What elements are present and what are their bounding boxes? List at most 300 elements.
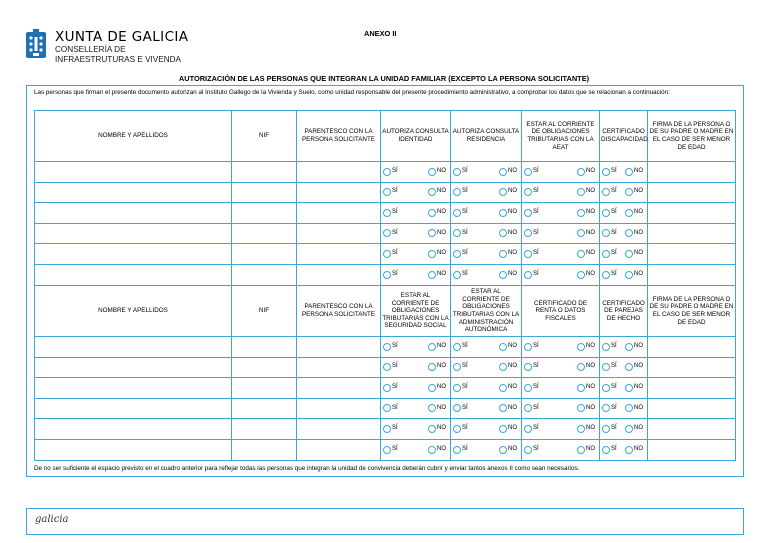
- signature-cell[interactable]: [648, 337, 736, 358]
- yes-radio-option[interactable]: [602, 271, 617, 279]
- yes-radio-option[interactable]: [453, 404, 468, 412]
- radio-circle-icon[interactable]: [625, 343, 633, 351]
- yes-radio-option[interactable]: [602, 404, 617, 412]
- yes-radio-option[interactable]: [383, 425, 398, 433]
- no-radio-option[interactable]: [625, 446, 643, 454]
- no-radio-option[interactable]: [499, 188, 517, 196]
- yes-no-choice[interactable]: [522, 357, 600, 378]
- yes-no-choice[interactable]: [451, 203, 522, 224]
- no-radio-option[interactable]: [577, 229, 595, 237]
- name-input-cell[interactable]: [35, 378, 232, 399]
- radio-circle-icon[interactable]: [524, 425, 532, 433]
- yes-no-choice[interactable]: [381, 244, 451, 265]
- name-input-cell[interactable]: [35, 223, 232, 244]
- relationship-input-cell[interactable]: [297, 203, 381, 224]
- no-radio-option[interactable]: [577, 446, 595, 454]
- yes-label: SÍ: [533, 188, 539, 195]
- yes-no-choice[interactable]: [600, 357, 648, 378]
- signature-cell[interactable]: [648, 357, 736, 378]
- no-radio-option[interactable]: [625, 363, 643, 371]
- name-input-cell[interactable]: [35, 337, 232, 358]
- radio-circle-icon[interactable]: [383, 404, 391, 412]
- nif-input-cell[interactable]: [232, 398, 297, 419]
- no-radio-option[interactable]: [428, 250, 446, 258]
- yes-no-choice[interactable]: [522, 182, 600, 203]
- yes-radio-option[interactable]: [383, 446, 398, 454]
- radio-circle-icon[interactable]: [428, 404, 436, 412]
- radio-circle-icon[interactable]: [428, 363, 436, 371]
- yes-no-choice[interactable]: [600, 378, 648, 399]
- no-radio-option[interactable]: [428, 271, 446, 279]
- yes-radio-option[interactable]: [453, 229, 468, 237]
- column-header: AUTORIZA CONSULTA RESIDENCIA: [451, 111, 522, 162]
- no-radio-option[interactable]: [577, 425, 595, 433]
- name-input-cell[interactable]: [35, 264, 232, 285]
- yes-radio-option[interactable]: [383, 229, 398, 237]
- yes-no-choice[interactable]: [600, 439, 648, 460]
- no-radio-option[interactable]: [499, 425, 517, 433]
- radio-circle-icon[interactable]: [625, 229, 633, 237]
- yes-radio-option[interactable]: [453, 168, 468, 176]
- radio-circle-icon[interactable]: [453, 343, 461, 351]
- yes-no-choice[interactable]: [522, 378, 600, 399]
- no-label: NO: [437, 445, 446, 452]
- radio-circle-icon[interactable]: [428, 446, 436, 454]
- yes-no-choice[interactable]: [451, 419, 522, 440]
- radio-circle-icon[interactable]: [499, 168, 507, 176]
- radio-circle-icon[interactable]: [499, 209, 507, 217]
- yes-radio-option[interactable]: [453, 384, 468, 392]
- radio-circle-icon[interactable]: [499, 404, 507, 412]
- no-label: NO: [508, 342, 517, 349]
- radio-circle-icon[interactable]: [383, 250, 391, 258]
- yes-radio-option[interactable]: [602, 425, 617, 433]
- yes-no-choice[interactable]: [600, 264, 648, 285]
- radio-circle-icon[interactable]: [625, 363, 633, 371]
- yes-radio-option[interactable]: [453, 250, 468, 258]
- yes-radio-option[interactable]: [383, 271, 398, 279]
- radio-circle-icon[interactable]: [602, 404, 610, 412]
- yes-no-choice[interactable]: [381, 419, 451, 440]
- radio-circle-icon[interactable]: [499, 384, 507, 392]
- signature-cell[interactable]: [648, 264, 736, 285]
- yes-no-choice[interactable]: [600, 223, 648, 244]
- radio-circle-icon[interactable]: [453, 188, 461, 196]
- yes-radio-option[interactable]: [602, 343, 617, 351]
- no-radio-option[interactable]: [428, 425, 446, 433]
- no-radio-option[interactable]: [625, 209, 643, 217]
- yes-radio-option[interactable]: [383, 363, 398, 371]
- radio-circle-icon[interactable]: [499, 271, 507, 279]
- radio-circle-icon[interactable]: [625, 188, 633, 196]
- no-radio-option[interactable]: [625, 425, 643, 433]
- relationship-input-cell[interactable]: [297, 337, 381, 358]
- relationship-input-cell[interactable]: [297, 378, 381, 399]
- radio-circle-icon[interactable]: [524, 168, 532, 176]
- no-radio-option[interactable]: [428, 229, 446, 237]
- no-radio-option[interactable]: [625, 229, 643, 237]
- yes-radio-option[interactable]: [524, 446, 539, 454]
- yes-no-choice[interactable]: [600, 244, 648, 265]
- radio-circle-icon[interactable]: [602, 250, 610, 258]
- radio-circle-icon[interactable]: [524, 404, 532, 412]
- yes-radio-option[interactable]: [602, 188, 617, 196]
- radio-circle-icon[interactable]: [524, 271, 532, 279]
- yes-radio-option[interactable]: [453, 446, 468, 454]
- yes-radio-option[interactable]: [383, 384, 398, 392]
- no-radio-option[interactable]: [625, 271, 643, 279]
- radio-circle-icon[interactable]: [428, 271, 436, 279]
- yes-radio-option[interactable]: [524, 168, 539, 176]
- yes-no-choice[interactable]: [451, 357, 522, 378]
- yes-no-choice[interactable]: [381, 357, 451, 378]
- radio-circle-icon[interactable]: [453, 384, 461, 392]
- yes-no-choice[interactable]: [381, 337, 451, 358]
- name-input-cell[interactable]: [35, 182, 232, 203]
- yes-no-choice[interactable]: [451, 162, 522, 183]
- yes-no-choice[interactable]: [600, 337, 648, 358]
- no-radio-option[interactable]: [499, 446, 517, 454]
- yes-no-choice[interactable]: [600, 398, 648, 419]
- no-radio-option[interactable]: [499, 229, 517, 237]
- yes-no-choice[interactable]: [381, 162, 451, 183]
- yes-label: SÍ: [462, 167, 468, 174]
- radio-circle-icon[interactable]: [524, 250, 532, 258]
- no-radio-option[interactable]: [499, 250, 517, 258]
- radio-circle-icon[interactable]: [383, 188, 391, 196]
- yes-radio-option[interactable]: [524, 209, 539, 217]
- no-radio-option[interactable]: [625, 250, 643, 258]
- no-radio-option[interactable]: [577, 250, 595, 258]
- yes-no-choice[interactable]: [522, 162, 600, 183]
- relationship-input-cell[interactable]: [297, 398, 381, 419]
- radio-circle-icon[interactable]: [383, 271, 391, 279]
- yes-radio-option[interactable]: [524, 271, 539, 279]
- signature-cell[interactable]: [648, 419, 736, 440]
- relationship-input-cell[interactable]: [297, 264, 381, 285]
- yes-no-choice[interactable]: [451, 439, 522, 460]
- yes-no-choice[interactable]: [522, 337, 600, 358]
- radio-circle-icon[interactable]: [577, 271, 585, 279]
- yes-radio-option[interactable]: [453, 425, 468, 433]
- radio-circle-icon[interactable]: [602, 425, 610, 433]
- yes-radio-option[interactable]: [383, 404, 398, 412]
- radio-circle-icon[interactable]: [577, 446, 585, 454]
- radio-circle-icon[interactable]: [602, 188, 610, 196]
- signature-cell[interactable]: [648, 203, 736, 224]
- radio-circle-icon[interactable]: [453, 168, 461, 176]
- nif-input-cell[interactable]: [232, 244, 297, 265]
- radio-circle-icon[interactable]: [453, 229, 461, 237]
- yes-radio-option[interactable]: [524, 250, 539, 258]
- no-label: NO: [508, 425, 517, 432]
- nif-input-cell[interactable]: [232, 357, 297, 378]
- yes-radio-option[interactable]: [524, 363, 539, 371]
- no-radio-option[interactable]: [577, 384, 595, 392]
- radio-circle-icon[interactable]: [383, 446, 391, 454]
- yes-radio-option[interactable]: [602, 229, 617, 237]
- yes-radio-option[interactable]: [453, 343, 468, 351]
- yes-no-choice[interactable]: [451, 378, 522, 399]
- signature-cell[interactable]: [648, 223, 736, 244]
- radio-circle-icon[interactable]: [453, 446, 461, 454]
- yes-no-choice[interactable]: [522, 398, 600, 419]
- radio-circle-icon[interactable]: [602, 209, 610, 217]
- radio-circle-icon[interactable]: [625, 250, 633, 258]
- radio-circle-icon[interactable]: [577, 229, 585, 237]
- radio-circle-icon[interactable]: [602, 229, 610, 237]
- yes-no-choice[interactable]: [381, 378, 451, 399]
- yes-radio-option[interactable]: [602, 446, 617, 454]
- no-radio-option[interactable]: [428, 384, 446, 392]
- radio-circle-icon[interactable]: [428, 425, 436, 433]
- no-radio-option[interactable]: [577, 404, 595, 412]
- radio-circle-icon[interactable]: [428, 384, 436, 392]
- no-radio-option[interactable]: [577, 188, 595, 196]
- no-label: NO: [586, 445, 595, 452]
- yes-no-choice[interactable]: [600, 419, 648, 440]
- radio-circle-icon[interactable]: [524, 343, 532, 351]
- radio-circle-icon[interactable]: [499, 250, 507, 258]
- radio-circle-icon[interactable]: [602, 271, 610, 279]
- yes-radio-option[interactable]: [453, 363, 468, 371]
- radio-circle-icon[interactable]: [625, 384, 633, 392]
- relationship-input-cell[interactable]: [297, 244, 381, 265]
- yes-radio-option[interactable]: [524, 384, 539, 392]
- radio-circle-icon[interactable]: [625, 168, 633, 176]
- department-line-2: INFRAESTRUTURAS E VIVENDA: [55, 55, 182, 64]
- radio-circle-icon[interactable]: [428, 168, 436, 176]
- yes-no-choice[interactable]: [451, 337, 522, 358]
- yes-no-choice[interactable]: [600, 182, 648, 203]
- no-radio-option[interactable]: [625, 168, 643, 176]
- radio-circle-icon[interactable]: [428, 209, 436, 217]
- no-radio-option[interactable]: [499, 168, 517, 176]
- radio-circle-icon[interactable]: [602, 446, 610, 454]
- radio-circle-icon[interactable]: [383, 209, 391, 217]
- yes-radio-option[interactable]: [524, 229, 539, 237]
- yes-no-choice[interactable]: [522, 244, 600, 265]
- no-radio-option[interactable]: [428, 209, 446, 217]
- radio-circle-icon[interactable]: [577, 343, 585, 351]
- radio-circle-icon[interactable]: [453, 425, 461, 433]
- radio-circle-icon[interactable]: [524, 384, 532, 392]
- no-radio-option[interactable]: [625, 404, 643, 412]
- yes-no-choice[interactable]: [451, 223, 522, 244]
- signature-cell[interactable]: [648, 439, 736, 460]
- column-header: NOMBRE Y APELLIDOS: [35, 286, 232, 337]
- radio-circle-icon[interactable]: [428, 250, 436, 258]
- relationship-input-cell[interactable]: [297, 419, 381, 440]
- yes-radio-option[interactable]: [602, 209, 617, 217]
- signature-cell[interactable]: [648, 378, 736, 399]
- relationship-input-cell[interactable]: [297, 223, 381, 244]
- radio-circle-icon[interactable]: [577, 209, 585, 217]
- yes-radio-option[interactable]: [524, 188, 539, 196]
- yes-no-choice[interactable]: [522, 439, 600, 460]
- yes-radio-option[interactable]: [602, 168, 617, 176]
- radio-circle-icon[interactable]: [602, 363, 610, 371]
- radio-circle-icon[interactable]: [577, 188, 585, 196]
- yes-no-choice[interactable]: [522, 419, 600, 440]
- name-input-cell[interactable]: [35, 162, 232, 183]
- no-radio-option[interactable]: [625, 384, 643, 392]
- nif-input-cell[interactable]: [232, 378, 297, 399]
- name-input-cell[interactable]: [35, 203, 232, 224]
- no-radio-option[interactable]: [499, 271, 517, 279]
- yes-radio-option[interactable]: [383, 209, 398, 217]
- nif-input-cell[interactable]: [232, 337, 297, 358]
- yes-no-choice[interactable]: [381, 223, 451, 244]
- yes-no-choice[interactable]: [381, 264, 451, 285]
- no-radio-option[interactable]: [625, 343, 643, 351]
- signature-cell[interactable]: [648, 162, 736, 183]
- yes-radio-option[interactable]: [383, 188, 398, 196]
- yes-no-choice[interactable]: [522, 203, 600, 224]
- radio-circle-icon[interactable]: [577, 168, 585, 176]
- radio-circle-icon[interactable]: [602, 343, 610, 351]
- yes-radio-option[interactable]: [602, 250, 617, 258]
- radio-circle-icon[interactable]: [499, 229, 507, 237]
- no-radio-option[interactable]: [428, 404, 446, 412]
- no-radio-option[interactable]: [428, 343, 446, 351]
- yes-no-choice[interactable]: [600, 162, 648, 183]
- radio-circle-icon[interactable]: [524, 209, 532, 217]
- radio-circle-icon[interactable]: [383, 229, 391, 237]
- table-row: [35, 264, 736, 285]
- signature-cell[interactable]: [648, 398, 736, 419]
- yes-label: SÍ: [611, 229, 617, 236]
- radio-circle-icon[interactable]: [625, 425, 633, 433]
- no-radio-option[interactable]: [577, 271, 595, 279]
- yes-no-choice[interactable]: [381, 203, 451, 224]
- nif-input-cell[interactable]: [232, 203, 297, 224]
- nif-input-cell[interactable]: [232, 264, 297, 285]
- radio-circle-icon[interactable]: [499, 425, 507, 433]
- yes-radio-option[interactable]: [453, 271, 468, 279]
- no-radio-option[interactable]: [499, 343, 517, 351]
- yes-no-choice[interactable]: [600, 203, 648, 224]
- nif-input-cell[interactable]: [232, 223, 297, 244]
- radio-circle-icon[interactable]: [499, 343, 507, 351]
- radio-circle-icon[interactable]: [383, 425, 391, 433]
- yes-no-choice[interactable]: [451, 182, 522, 203]
- name-input-cell[interactable]: [35, 357, 232, 378]
- department-line-1: CONSELLERÍA DE: [55, 45, 126, 54]
- radio-circle-icon[interactable]: [453, 271, 461, 279]
- no-radio-option[interactable]: [577, 209, 595, 217]
- radio-circle-icon[interactable]: [428, 229, 436, 237]
- no-radio-option[interactable]: [577, 363, 595, 371]
- yes-radio-option[interactable]: [524, 343, 539, 351]
- yes-no-choice[interactable]: [381, 398, 451, 419]
- no-radio-option[interactable]: [577, 168, 595, 176]
- yes-radio-option[interactable]: [602, 363, 617, 371]
- yes-radio-option[interactable]: [524, 425, 539, 433]
- radio-circle-icon[interactable]: [577, 404, 585, 412]
- radio-circle-icon[interactable]: [453, 209, 461, 217]
- yes-radio-option[interactable]: [453, 188, 468, 196]
- signature-cell[interactable]: [648, 244, 736, 265]
- relationship-input-cell[interactable]: [297, 162, 381, 183]
- radio-circle-icon[interactable]: [524, 446, 532, 454]
- radio-circle-icon[interactable]: [499, 446, 507, 454]
- radio-circle-icon[interactable]: [602, 168, 610, 176]
- radio-circle-icon[interactable]: [625, 271, 633, 279]
- no-radio-option[interactable]: [499, 404, 517, 412]
- radio-circle-icon[interactable]: [383, 363, 391, 371]
- nif-input-cell[interactable]: [232, 182, 297, 203]
- nif-input-cell[interactable]: [232, 162, 297, 183]
- radio-circle-icon[interactable]: [453, 363, 461, 371]
- no-radio-option[interactable]: [428, 168, 446, 176]
- radio-circle-icon[interactable]: [428, 188, 436, 196]
- yes-radio-option[interactable]: [383, 250, 398, 258]
- no-radio-option[interactable]: [428, 363, 446, 371]
- radio-circle-icon[interactable]: [625, 404, 633, 412]
- name-input-cell[interactable]: [35, 439, 232, 460]
- relationship-input-cell[interactable]: [297, 439, 381, 460]
- yes-no-choice[interactable]: [451, 398, 522, 419]
- yes-no-choice[interactable]: [522, 264, 600, 285]
- radio-circle-icon[interactable]: [577, 425, 585, 433]
- relationship-input-cell[interactable]: [297, 357, 381, 378]
- no-radio-option[interactable]: [428, 188, 446, 196]
- no-radio-option[interactable]: [625, 188, 643, 196]
- name-input-cell[interactable]: [35, 419, 232, 440]
- radio-circle-icon[interactable]: [577, 363, 585, 371]
- yes-no-choice[interactable]: [381, 439, 451, 460]
- radio-circle-icon[interactable]: [383, 343, 391, 351]
- yes-no-choice[interactable]: [451, 264, 522, 285]
- name-input-cell[interactable]: [35, 398, 232, 419]
- radio-circle-icon[interactable]: [625, 446, 633, 454]
- no-radio-option[interactable]: [499, 363, 517, 371]
- no-radio-option[interactable]: [499, 384, 517, 392]
- name-input-cell[interactable]: [35, 244, 232, 265]
- yes-radio-option[interactable]: [453, 209, 468, 217]
- radio-circle-icon[interactable]: [499, 363, 507, 371]
- no-radio-option[interactable]: [499, 209, 517, 217]
- yes-radio-option[interactable]: [383, 343, 398, 351]
- radio-circle-icon[interactable]: [524, 229, 532, 237]
- radio-circle-icon[interactable]: [428, 343, 436, 351]
- radio-circle-icon[interactable]: [524, 363, 532, 371]
- yes-radio-option[interactable]: [524, 404, 539, 412]
- yes-no-choice[interactable]: [522, 223, 600, 244]
- nif-input-cell[interactable]: [232, 419, 297, 440]
- yes-radio-option[interactable]: [602, 384, 617, 392]
- radio-circle-icon[interactable]: [602, 384, 610, 392]
- radio-circle-icon[interactable]: [577, 384, 585, 392]
- radio-circle-icon[interactable]: [383, 384, 391, 392]
- radio-circle-icon[interactable]: [625, 209, 633, 217]
- radio-circle-icon[interactable]: [383, 168, 391, 176]
- yes-no-choice[interactable]: [381, 182, 451, 203]
- radio-circle-icon[interactable]: [453, 250, 461, 258]
- radio-circle-icon[interactable]: [524, 188, 532, 196]
- nif-input-cell[interactable]: [232, 439, 297, 460]
- signature-cell[interactable]: [648, 182, 736, 203]
- no-radio-option[interactable]: [428, 446, 446, 454]
- radio-circle-icon[interactable]: [499, 188, 507, 196]
- relationship-input-cell[interactable]: [297, 182, 381, 203]
- radio-circle-icon[interactable]: [577, 250, 585, 258]
- no-radio-option[interactable]: [577, 343, 595, 351]
- yes-radio-option[interactable]: [383, 168, 398, 176]
- yes-no-choice[interactable]: [451, 244, 522, 265]
- radio-circle-icon[interactable]: [453, 404, 461, 412]
